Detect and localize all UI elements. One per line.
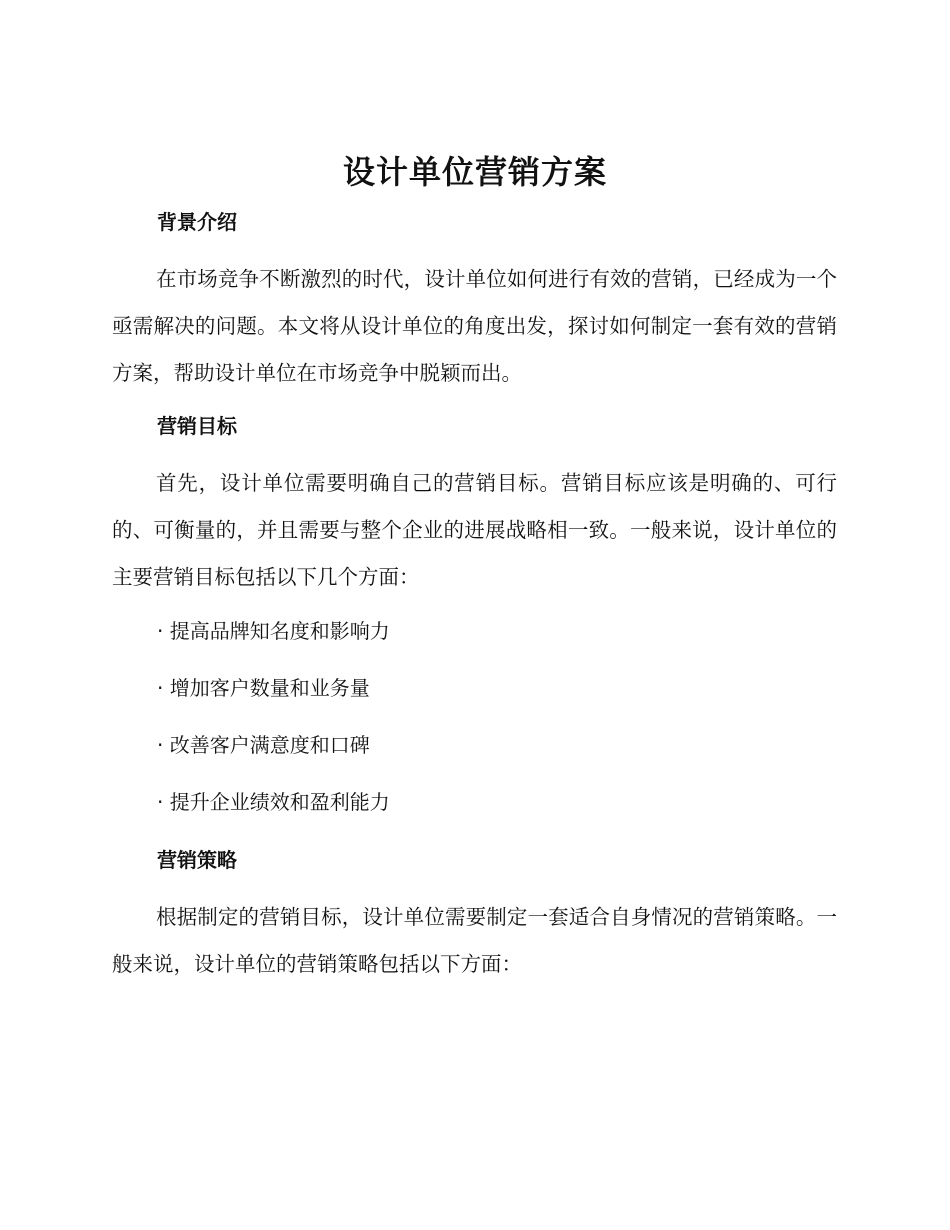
list-item-goal-1: · 提高品牌知名度和影响力: [157, 619, 390, 643]
section-paragraph-background: 在市场竞争不断激烈的时代，设计单位如何进行有效的营销，已经成为一个亟需解决的问题。本文将从设计单位的角度出发，探讨如何制定一套有效的营销方案，帮助设计单位在市场竞争中脱颖而出。: [112, 267, 837, 385]
section-paragraph-goals: 首先，设计单位需要明确自己的营销目标。营销目标应该是明确的、可行的、可衡量的，并且需要与整个企业的进展战略相一致。一般来说，设计单位的主要营销目标包括以下几个方面：: [112, 471, 837, 589]
section-paragraph-strategy: 根据制定的营销目标，设计单位需要制定一套适合自身情况的营销策略。一般来说，设计单位的营销策略包括以下方面：: [112, 905, 837, 976]
list-item-goal-2: · 增加客户数量和业务量: [157, 676, 370, 700]
section-heading-background: 背景介绍: [157, 210, 237, 234]
list-item-goal-4: · 提升企业绩效和盈利能力: [157, 790, 390, 814]
document-title: 设计单位营销方案: [342, 153, 607, 191]
section-heading-strategy: 营销策略: [157, 848, 237, 872]
section-heading-goals: 营销目标: [157, 414, 237, 438]
list-item-goal-3: · 改善客户满意度和口碑: [157, 733, 370, 757]
